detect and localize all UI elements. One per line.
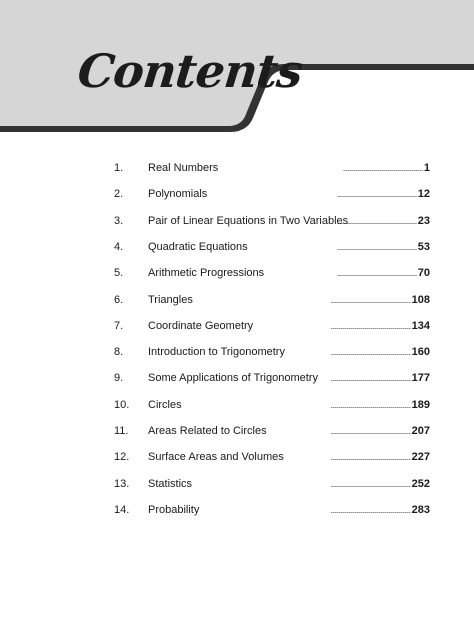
chapter-number: 11. bbox=[114, 425, 129, 437]
page-number: 134 bbox=[411, 319, 430, 332]
chapter-title: Introduction to Trigonometry bbox=[148, 346, 285, 359]
chapter-number: 1. bbox=[114, 162, 124, 174]
page-reference bbox=[330, 368, 430, 388]
page-reference bbox=[330, 316, 430, 336]
toc-entry[interactable] bbox=[0, 290, 474, 310]
dot-leader: ........................................ bbox=[330, 373, 411, 384]
chapter-title: Arithmetic Progressions bbox=[148, 267, 265, 280]
chapter-number: 4. bbox=[114, 240, 124, 253]
dot-leader: ........................................ bbox=[336, 189, 417, 200]
page-reference bbox=[330, 447, 430, 467]
chapter-number: 13. bbox=[114, 477, 130, 490]
page-number: 207 bbox=[411, 425, 430, 437]
chapter-title: Circles bbox=[148, 398, 182, 411]
toc-entry[interactable] bbox=[0, 421, 474, 441]
toc-entry[interactable] bbox=[0, 474, 474, 494]
toc-entry[interactable] bbox=[0, 342, 474, 362]
toc-entry[interactable] bbox=[0, 184, 474, 204]
toc-entry[interactable] bbox=[0, 237, 474, 257]
chapter-number: 8. bbox=[114, 346, 124, 359]
dot-leader: ........................................ bbox=[330, 347, 411, 358]
page-number: 70 bbox=[417, 267, 430, 280]
page-reference bbox=[330, 474, 430, 494]
dot-leader: ........................................ bbox=[336, 215, 417, 226]
page-number: 227 bbox=[411, 451, 430, 464]
contents-header bbox=[0, 0, 474, 150]
chapter-number: 7. bbox=[114, 319, 124, 332]
page-number: 252 bbox=[411, 477, 430, 490]
chapter-title: Quadratic Equations bbox=[148, 240, 248, 253]
page-reference bbox=[336, 184, 430, 204]
page-reference bbox=[336, 237, 430, 257]
chapter-title: Some Applications of Trigonometry bbox=[148, 372, 318, 385]
page-number: 177 bbox=[411, 372, 430, 385]
page-number: 12 bbox=[417, 188, 430, 201]
dot-leader: ........................................ bbox=[330, 504, 411, 515]
toc-entry[interactable] bbox=[0, 211, 474, 231]
page-reference bbox=[336, 263, 430, 283]
chapter-number: 9. bbox=[114, 372, 124, 385]
dot-leader: ........................................ bbox=[330, 399, 411, 410]
page-number: 1 bbox=[423, 162, 430, 174]
dot-leader: ........................................ bbox=[330, 320, 411, 331]
page-reference bbox=[330, 500, 430, 520]
toc-entry[interactable] bbox=[0, 316, 474, 336]
chapter-number: 3. bbox=[114, 214, 124, 227]
page-number: 23 bbox=[417, 214, 430, 227]
dot-leader: ........................................ bbox=[330, 478, 411, 489]
toc-entry[interactable] bbox=[0, 395, 474, 415]
chapter-title: Surface Areas and Volumes bbox=[148, 451, 284, 464]
chapter-title: Statistics bbox=[148, 477, 193, 490]
page-number: 53 bbox=[417, 240, 430, 253]
chapter-title: Areas Related to Circles bbox=[148, 425, 267, 437]
page-reference bbox=[336, 211, 430, 231]
dot-leader: ........................................ bbox=[342, 163, 423, 173]
chapter-title: Real Numbers bbox=[148, 162, 219, 174]
dot-leader: ........................................ bbox=[330, 452, 411, 463]
chapter-number: 2. bbox=[114, 188, 124, 201]
toc-entry[interactable] bbox=[0, 158, 474, 178]
page-number: 189 bbox=[411, 398, 430, 411]
toc-entry[interactable] bbox=[0, 447, 474, 467]
page-reference bbox=[342, 158, 430, 178]
toc-entry[interactable] bbox=[0, 500, 474, 520]
dot-leader: ........................................ bbox=[336, 268, 417, 279]
page-reference bbox=[330, 342, 430, 362]
page-reference bbox=[330, 395, 430, 415]
chapter-number: 5. bbox=[114, 267, 124, 280]
chapter-number: 6. bbox=[114, 293, 124, 306]
dot-leader: ........................................ bbox=[330, 294, 411, 305]
page-reference bbox=[330, 421, 430, 441]
chapter-title: Triangles bbox=[148, 293, 193, 306]
page-number: 283 bbox=[411, 503, 430, 516]
chapter-title: Polynomials bbox=[148, 188, 208, 201]
page-number: 160 bbox=[411, 346, 430, 359]
chapter-number: 10. bbox=[114, 398, 130, 411]
dot-leader: ........................................ bbox=[330, 426, 411, 436]
chapter-number: 12. bbox=[114, 451, 130, 464]
chapter-title: Coordinate Geometry bbox=[148, 319, 254, 332]
page-title: Contents bbox=[75, 44, 305, 98]
toc-entry[interactable] bbox=[0, 263, 474, 283]
toc-entry[interactable] bbox=[0, 368, 474, 388]
dot-leader: ........................................ bbox=[336, 241, 417, 252]
chapter-title: Pair of Linear Equations in Two Variables bbox=[148, 214, 349, 227]
chapter-title: Probability bbox=[148, 503, 200, 516]
page-number: 108 bbox=[411, 293, 430, 306]
page-reference bbox=[330, 290, 430, 310]
chapter-number: 14. bbox=[114, 503, 130, 516]
